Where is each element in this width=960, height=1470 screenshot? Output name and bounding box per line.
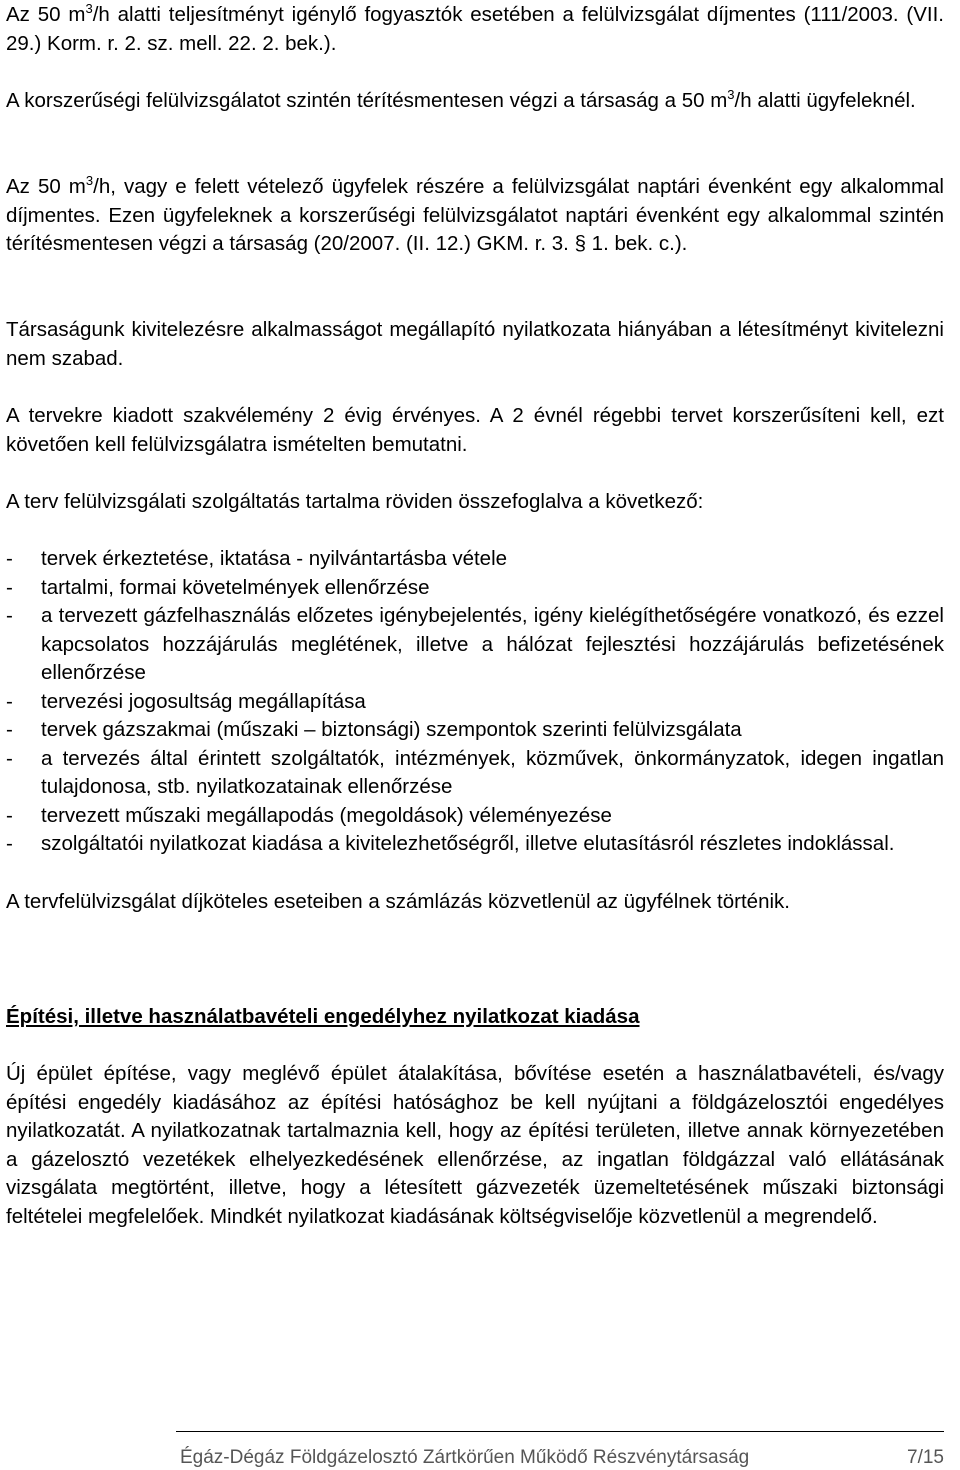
list-item: - tartalmi, formai követelmények ellenőrzése — [6, 575, 430, 599]
list-item: - tervek érkeztetése, iktatása - nyilvántartásba vétele — [6, 547, 508, 570]
paragraph-fee-exemption-large: Az 50 $m^3/h$, vagy e felett vételező ügyfelek részére a felülvizsgálat naptári évenként egy alkalommal díjmentes. Ezen ügyfeleknek a korszerűségi felülvizsgálatot naptári évenként egy alkalommal szintén térítésmentesen végzi a társaság (20/2007. (II. 12.) GKM. r. 3. § 1. bek. c.). — [6, 173, 944, 255]
paragraph-validity: A tervekre kiadott szakvélemény 2 évig érvényes. A 2 évnél régebbi tervet korszerűsíteni kell, ezt követően kell felülvizsgálatra ismételten bemutatni. — [6, 404, 944, 456]
list-item: - a tervezett gázfelhasználás előzetes igénybejelentés, igény kielégíthetőségére vonatkozó, és ezzel kapcsolatos hozzájárulás meglétének, illetve a hálózat fejlesztési hozzájárulás befizetésének ellenőrzése — [6, 604, 944, 684]
list-item: - tervezési jogosultság megállapítása — [6, 689, 366, 713]
section-heading: Építési, illetve használatbavételi engedélyhez nyilatkozat kiadása — [6, 1005, 640, 1028]
footer-company: Égáz-Dégáz Földgázelosztó Zártkörűen Működő Részvénytársaság — [180, 1447, 750, 1468]
list-item: - a tervezés által érintett szolgáltatók, intézmények, közművek, önkormányzatok, idegen ingatlan tulajdonosa, stb. nyilatkozatainak ellenőrzése — [6, 746, 944, 798]
footer-divider — [176, 1431, 944, 1432]
page-number: 7/15 — [907, 1447, 944, 1468]
paragraph-suitability-statement: Társaságunk kivitelezésre alkalmasságot megállapító nyilatkozata hiányában a létesítményt kivitelezni nem szabad. — [6, 318, 944, 370]
list-item: - szolgáltatói nyilatkozat kiadása a kivitelezhetőségről, illetve elutasításról részletes indoklással. — [6, 832, 895, 855]
paragraph-fee-exemption-small: Az 50 $m^3/h$ alatti teljesítményt igénylő fogyasztók esetében a felülvizsgálat díjmentes (111/2003. (VII. 29.) Korm. r. 2. sz. mell. 22. 2. bek.). — [6, 1, 944, 55]
list-item: - tervezett műszaki megállapodás (megoldások) véleményezése — [6, 803, 612, 827]
list-item: - tervek gázszakmai (műszaki – biztonsági) szempontok szerinti felülvizsgálata — [6, 718, 742, 741]
paragraph-billing: A tervfelülvizsgálat díjköteles eseteiben a számlázás közvetlenül az ügyfélnek történik. — [6, 890, 790, 913]
paragraph-modernization-review: A korszerűségi felülvizsgálatot szintén térítésmentesen végzi a társaság a 50 $m^3/h$ alatti ügyfeleknél. — [6, 87, 916, 112]
service-list — [6, 545, 944, 859]
paragraph-service-summary: A terv felülvizsgálati szolgáltatás tartalma röviden összefoglalva a következő: — [6, 490, 704, 513]
paragraph-building-permit: Új épület építése, vagy meglévő épület átalakítása, bővítése esetén a használatbavételi, és/vagy építési engedély kiadásához az építési hatósághoz be kell nyújtani a földgázelosztói engedélyes nyilatkozatát. A nyilatkozatnak tartalmaznia kell, hogy az építési területen, illetve annak környezetében a gázelosztó vezetékek elhelyezkedésének ellenőrzése, az ingatlan földgázzal való ellátásának vizsgálata megtörtént, illetve, hogy a létesített gázvezeték üzemeltetésének műszaki biztonsági feltételei megfelelőek. Mindkét nyilatkozat kiadásának költségviselője közvetlenül a megrendelő. — [6, 1062, 944, 1228]
